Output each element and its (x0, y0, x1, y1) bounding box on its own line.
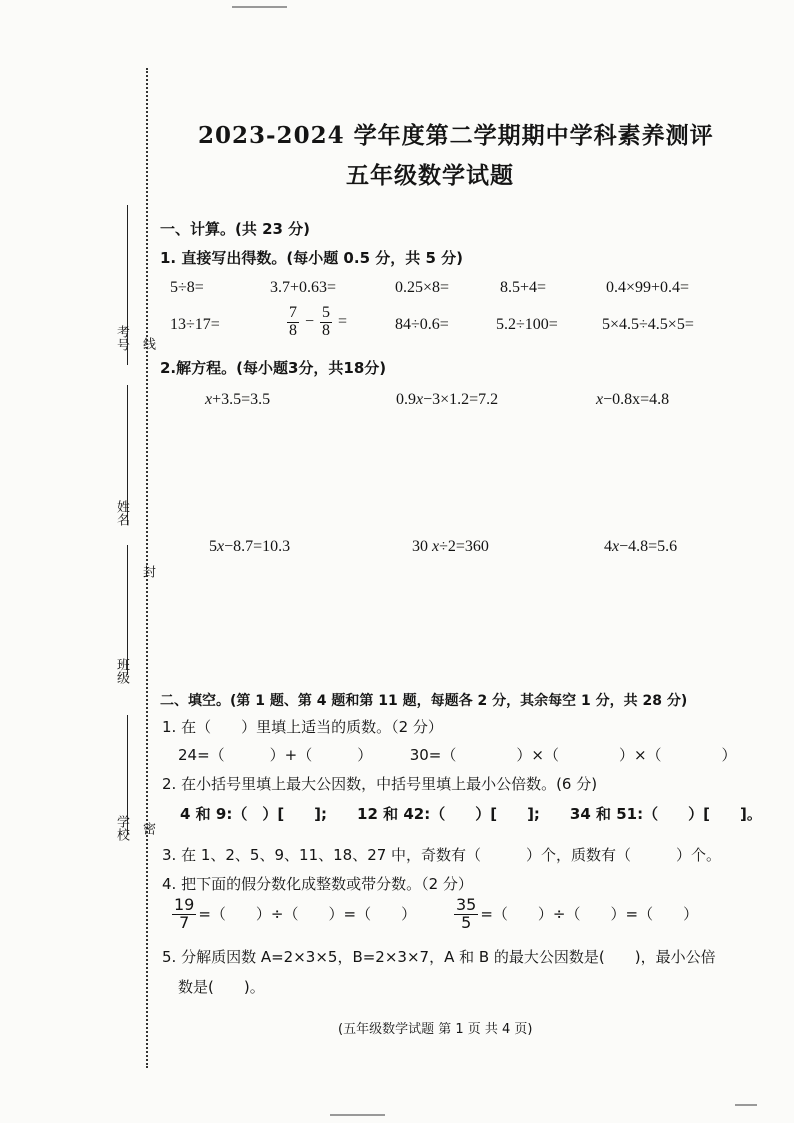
q2-label: 2.解方程。(每小题3分，共18分) (160, 359, 387, 377)
equation-1: x+3.5=3.5 (205, 391, 271, 408)
calc-10: 5×4.5÷4.5×5= (602, 316, 694, 333)
page-footer: (五年级数学试题 第 1 页 共 4 页) (338, 1022, 533, 1037)
fill-q5-line1: 5. 分解质因数 A=2×3×5，B=2×3×7，A 和 B 的最大公因数是( )，最小公倍 (162, 948, 716, 966)
calc-6: 13÷17= (170, 316, 220, 333)
name-label: 姓名 (114, 500, 129, 526)
equation-6: 4x−4.8=5.6 (604, 538, 678, 555)
fill-q4-expr-2: $\frac{35}{5}$ =（ ）÷（ ）=（ ） (456, 895, 699, 932)
class-label: 班级 (114, 658, 129, 684)
calc-1: 5÷8= (170, 279, 204, 296)
exam-no-label: 考号 (114, 325, 129, 351)
fill-q1-label: 1. 在（ ）里填上适当的质数。（2 分） (162, 718, 443, 736)
calc-3: 0.25×8= (395, 279, 450, 296)
scan-mark-top (232, 6, 287, 8)
scan-mark-bottom (330, 1114, 385, 1116)
dense-mark: 密 (140, 822, 155, 835)
q1-label: 1. 直接写出得数。(每小题 0.5 分，共 5 分) (160, 249, 463, 267)
fill-q2-line: 4 和 9:（ ）[ ]; 12 和 42:（ ）[ ]; 34 和 51:（ ）[ ]。 (180, 805, 762, 823)
school-label: 学校 (114, 815, 129, 841)
fill-q1-line: 24=（ ）+（ ） 30=（ ）×（ ）×（ ） (178, 746, 737, 764)
class-underline (127, 545, 128, 675)
calc-9: 5.2÷100= (496, 316, 558, 333)
fill-q5-line2: 数是( )。 (178, 978, 265, 996)
calc-7-fraction-expr (285, 305, 347, 340)
scan-mark-corner (735, 1104, 757, 1106)
fraction-35-5: $\frac{35}{5}$ (456, 895, 477, 932)
equation-2: 0.9x−3×1.2=7.2 (396, 391, 499, 408)
page-title: 2023-2024 学年度第二学期期中学科素养测评 (198, 122, 714, 149)
equation-3: x−0.8x=4.8 (596, 391, 670, 408)
seal-mark: 封 (140, 565, 155, 578)
fill-q2-label: 2. 在小括号里填上最大公因数，中括号里填上最小公倍数。(6 分) (162, 775, 598, 793)
section1-heading: 一、计算。(共 23 分) (160, 220, 311, 238)
fraction-5-8: $\frac{5}{8}$ (322, 304, 331, 339)
fraction-19-7: $\frac{19}{7}$ (174, 895, 195, 932)
fill-q3-line: 3. 在 1、2、5、9、11、18、27 中，奇数有（ ）个，质数有（ ）个。 (162, 846, 722, 864)
calc-4: 8.5+4= (500, 279, 547, 296)
calc-8: 84÷0.6= (395, 316, 449, 333)
equation-4: 5x−8.7=10.3 (209, 538, 291, 555)
minus-sign: − (305, 312, 315, 330)
fraction-7-8: $\frac{7}{8}$ (289, 304, 297, 339)
equation-5: 30 x÷2=360 (412, 538, 489, 555)
line-mark: 线 (140, 337, 155, 350)
calc-5: 0.4×99+0.4= (606, 279, 690, 296)
fill-q4-label: 4. 把下面的假分数化成整数或带分数。（2 分） (162, 875, 473, 893)
equals-sign: = (338, 312, 348, 330)
fill-q4-expr-1: $\frac{19}{7}$ =（ ）÷（ ）=（ ） (174, 895, 417, 932)
section2-heading: 二、填空。(第 1 题、第 4 题和第 11 题，每题各 2 分，其余每空 1 分，共 28 分) (160, 693, 688, 709)
calc-2: 3.7+0.63= (270, 279, 337, 296)
page-subtitle: 五年级数学试题 (346, 162, 514, 189)
